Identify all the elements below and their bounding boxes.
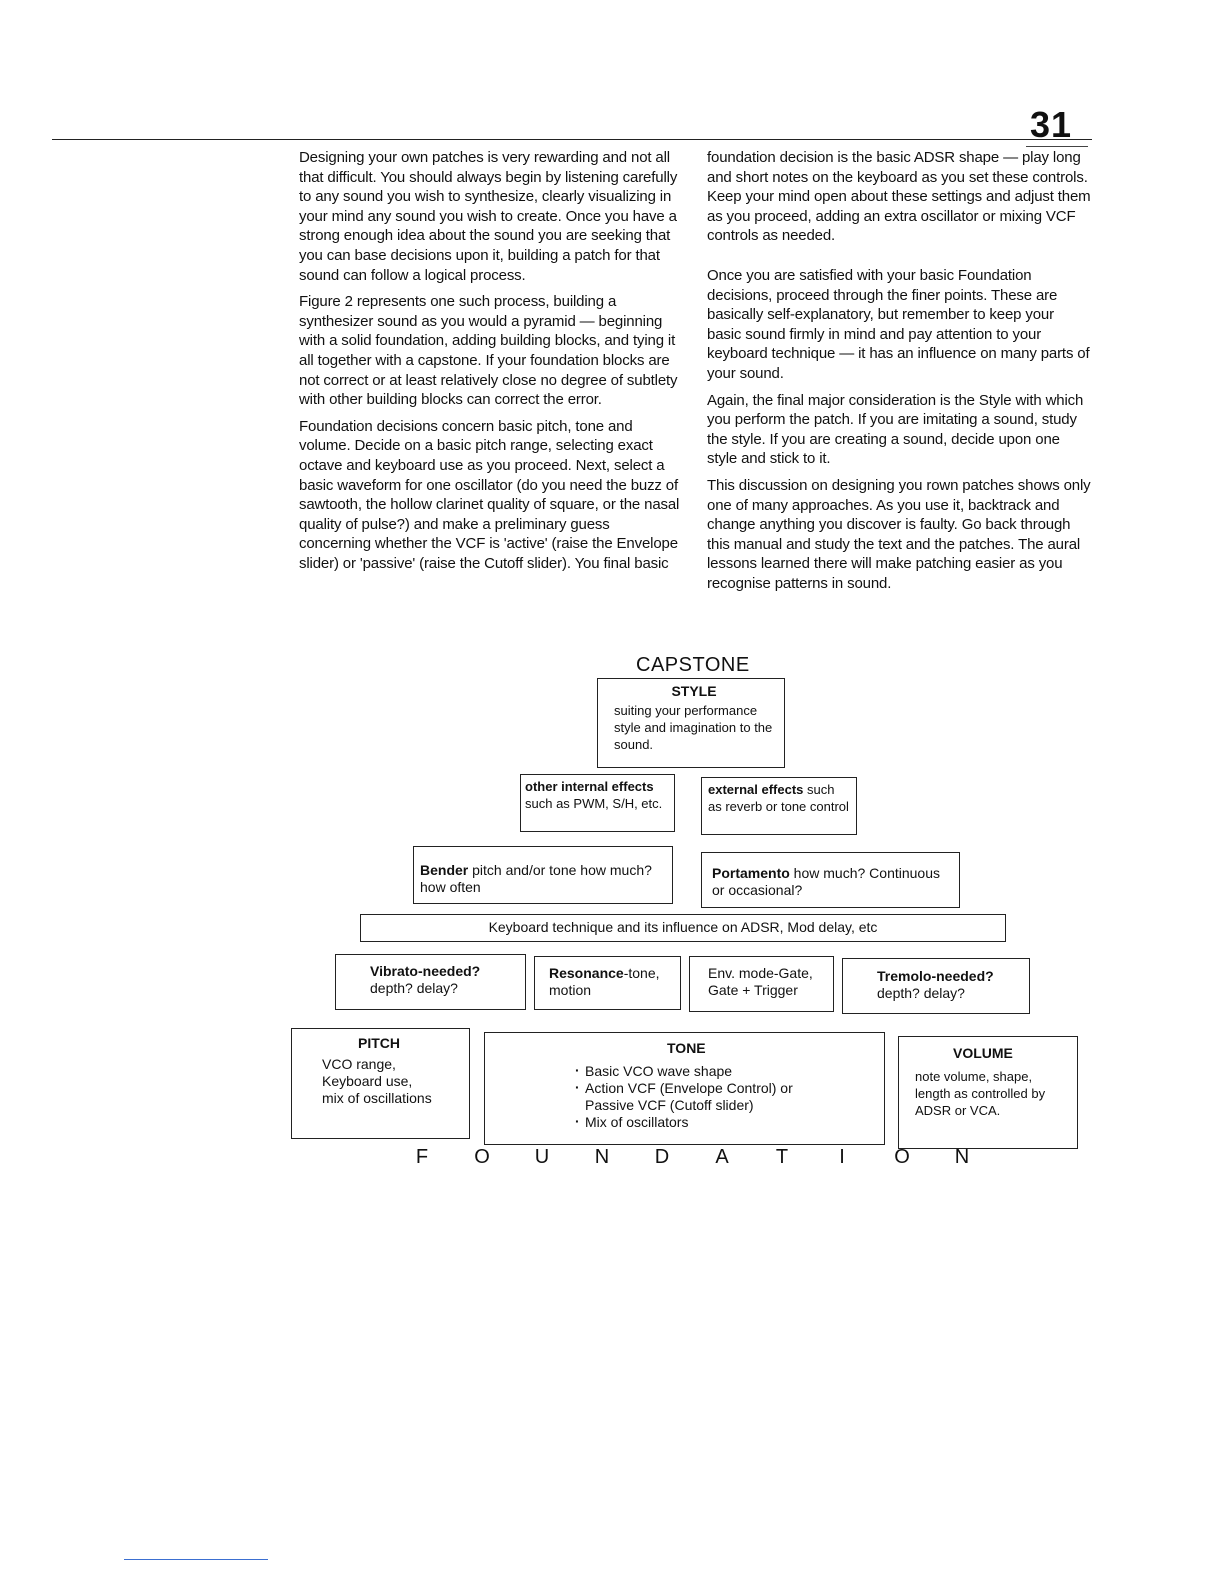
pitch-block bbox=[291, 1028, 470, 1139]
paragraph: Again, the final major consideration is the Style with which you perform the patch. If you are imitating a sound, study the style. If you are creating a sound, decide upon one style and stick to it. bbox=[707, 391, 1084, 468]
foundation-letter: O bbox=[894, 1146, 910, 1168]
volume-description: note volume, shape, length as controlled by ADSR or VCA. bbox=[915, 1069, 1046, 1118]
keyboard-technique-text: Keyboard technique and its influence on ADSR, Mod delay, etc bbox=[488, 919, 878, 935]
header-rule bbox=[52, 139, 1092, 140]
volume-heading: VOLUME bbox=[953, 1045, 1013, 1061]
paragraph: Once you are satisfied with your basic Foundation decisions, proceed through the finer points. These are basically self-explanatory, but remember to keep your basic sound firmly in mind and pay attention to your keyboard technique — it has an influence on many parts of your sound. bbox=[707, 266, 1090, 382]
bender-description: pitch and/or tone how much? how often bbox=[420, 862, 652, 895]
foundation-letter: D bbox=[654, 1146, 670, 1168]
foundation-letter: F bbox=[415, 1146, 429, 1168]
portamento-label: Portamento bbox=[712, 865, 790, 881]
resonance-description: -tone, motion bbox=[549, 965, 660, 998]
tremolo-label: Tremolo-needed? bbox=[877, 968, 994, 984]
tone-item: · Mix of oscillators bbox=[575, 1114, 801, 1131]
tone-item: · Action VCF (Envelope Control) or Passive VCF (Cutoff slider) bbox=[575, 1080, 801, 1114]
resonance-label: Resonance bbox=[549, 965, 624, 981]
foundation-label bbox=[412, 1146, 972, 1169]
style-description: suiting your performance style and imagination to the sound. bbox=[614, 703, 773, 752]
page-number: 31 bbox=[1030, 104, 1073, 145]
style-block bbox=[597, 678, 785, 768]
foundation-letter: N bbox=[954, 1146, 970, 1168]
pitch-heading: PITCH bbox=[358, 1035, 400, 1051]
vibrato-block bbox=[335, 954, 526, 1010]
keyboard-technique-block bbox=[360, 914, 1006, 942]
page-number-underline bbox=[1026, 146, 1088, 147]
external-effects-block bbox=[701, 777, 857, 835]
pitch-line: Keyboard use, bbox=[322, 1073, 413, 1089]
resonance-block bbox=[534, 956, 681, 1010]
foundation-letter: N bbox=[594, 1146, 610, 1168]
text-column-left bbox=[299, 148, 683, 580]
paragraph: This discussion on designing you rown patches shows only one of many approaches. As you use it, backtrack and change anything you discover is faulty. Go back through this manual and study the text and the patches. The aural lessons learned there will make patching easier as you recognise patterns in sound. bbox=[707, 476, 1091, 592]
portamento-block bbox=[701, 852, 960, 908]
capstone-title: CAPSTONE bbox=[636, 654, 750, 676]
envelope-mode-block bbox=[689, 956, 834, 1012]
tremolo-description: depth? delay? bbox=[877, 985, 965, 1001]
paragraph: Foundation decisions concern basic pitch, tone and volume. Decide on a basic pitch range, selecting exact octave and keyboard use as you proceed. Next, select a basic waveform for one oscillator (do you need the buzz of sawtooth, the hollow clarinet quality of square, or the nasal quality of pulse?) and make a preliminary guess concerning whether the VCF is 'active' (raise the Envelope slider) or 'passive' (raise the Cutoff slider). You final basic bbox=[299, 417, 680, 572]
foundation-letter: O bbox=[474, 1146, 490, 1168]
external-effects-description: such as reverb or tone control bbox=[708, 782, 849, 814]
portamento-description: how much? Continuous or occasional? bbox=[712, 865, 940, 898]
paragraph: Figure 2 represents one such process, building a synthesizer sound as you would a pyramid — beginning with a solid foundation, adding building blocks, and tying it all together with a capstone. If your foundation blocks are not correct or at least relatively close no degree of subtlety with other building blocks can correct the error. bbox=[299, 293, 678, 409]
external-effects-label: external effects bbox=[708, 782, 804, 797]
vibrato-description: depth? delay? bbox=[370, 980, 458, 996]
pitch-line: VCO range, bbox=[322, 1056, 396, 1072]
other-effects-label: other internal effects bbox=[525, 779, 654, 794]
tone-heading: TONE bbox=[667, 1040, 706, 1056]
volume-block bbox=[898, 1036, 1078, 1149]
style-heading: STYLE bbox=[671, 683, 717, 699]
tremolo-block bbox=[842, 958, 1030, 1014]
bender-label: Bender bbox=[420, 862, 469, 878]
footer-rule bbox=[124, 1559, 268, 1560]
text-column-right bbox=[707, 148, 1091, 600]
pitch-line: mix of oscillations bbox=[322, 1090, 432, 1106]
other-internal-effects-block bbox=[520, 774, 675, 832]
tone-item: · Basic VCO wave shape bbox=[575, 1063, 801, 1080]
foundation-letter: I bbox=[839, 1146, 845, 1168]
other-effects-description: such as PWM, S/H, etc. bbox=[525, 796, 663, 811]
foundation-letter: U bbox=[534, 1146, 550, 1168]
foundation-letter: T bbox=[775, 1146, 789, 1168]
bender-block bbox=[413, 846, 673, 904]
paragraph: Designing your own patches is very rewarding and not all that difficult. You should always begin by listening carefully to any sound you wish to synthesize, clearly visualizing in your mind any sound you wish to create. Once you have a strong enough idea about the sound you are seeking that you can base decisions upon it, building a patch for that sound can follow a logical process. bbox=[299, 149, 678, 284]
vibrato-label: Vibrato-needed? bbox=[370, 963, 481, 979]
envelope-mode-line2: Gate + Trigger bbox=[708, 982, 798, 998]
foundation-letter: A bbox=[715, 1146, 729, 1168]
envelope-mode-line1: Env. mode-Gate, bbox=[708, 965, 813, 981]
tone-block bbox=[484, 1032, 885, 1145]
paragraph: foundation decision is the basic ADSR shape — play long and short notes on the keyboard as you set these controls. Keep your mind open about these settings and adjust them as you proceed, adding an extra oscillator or mixing VCF controls as needed. bbox=[707, 149, 1091, 245]
